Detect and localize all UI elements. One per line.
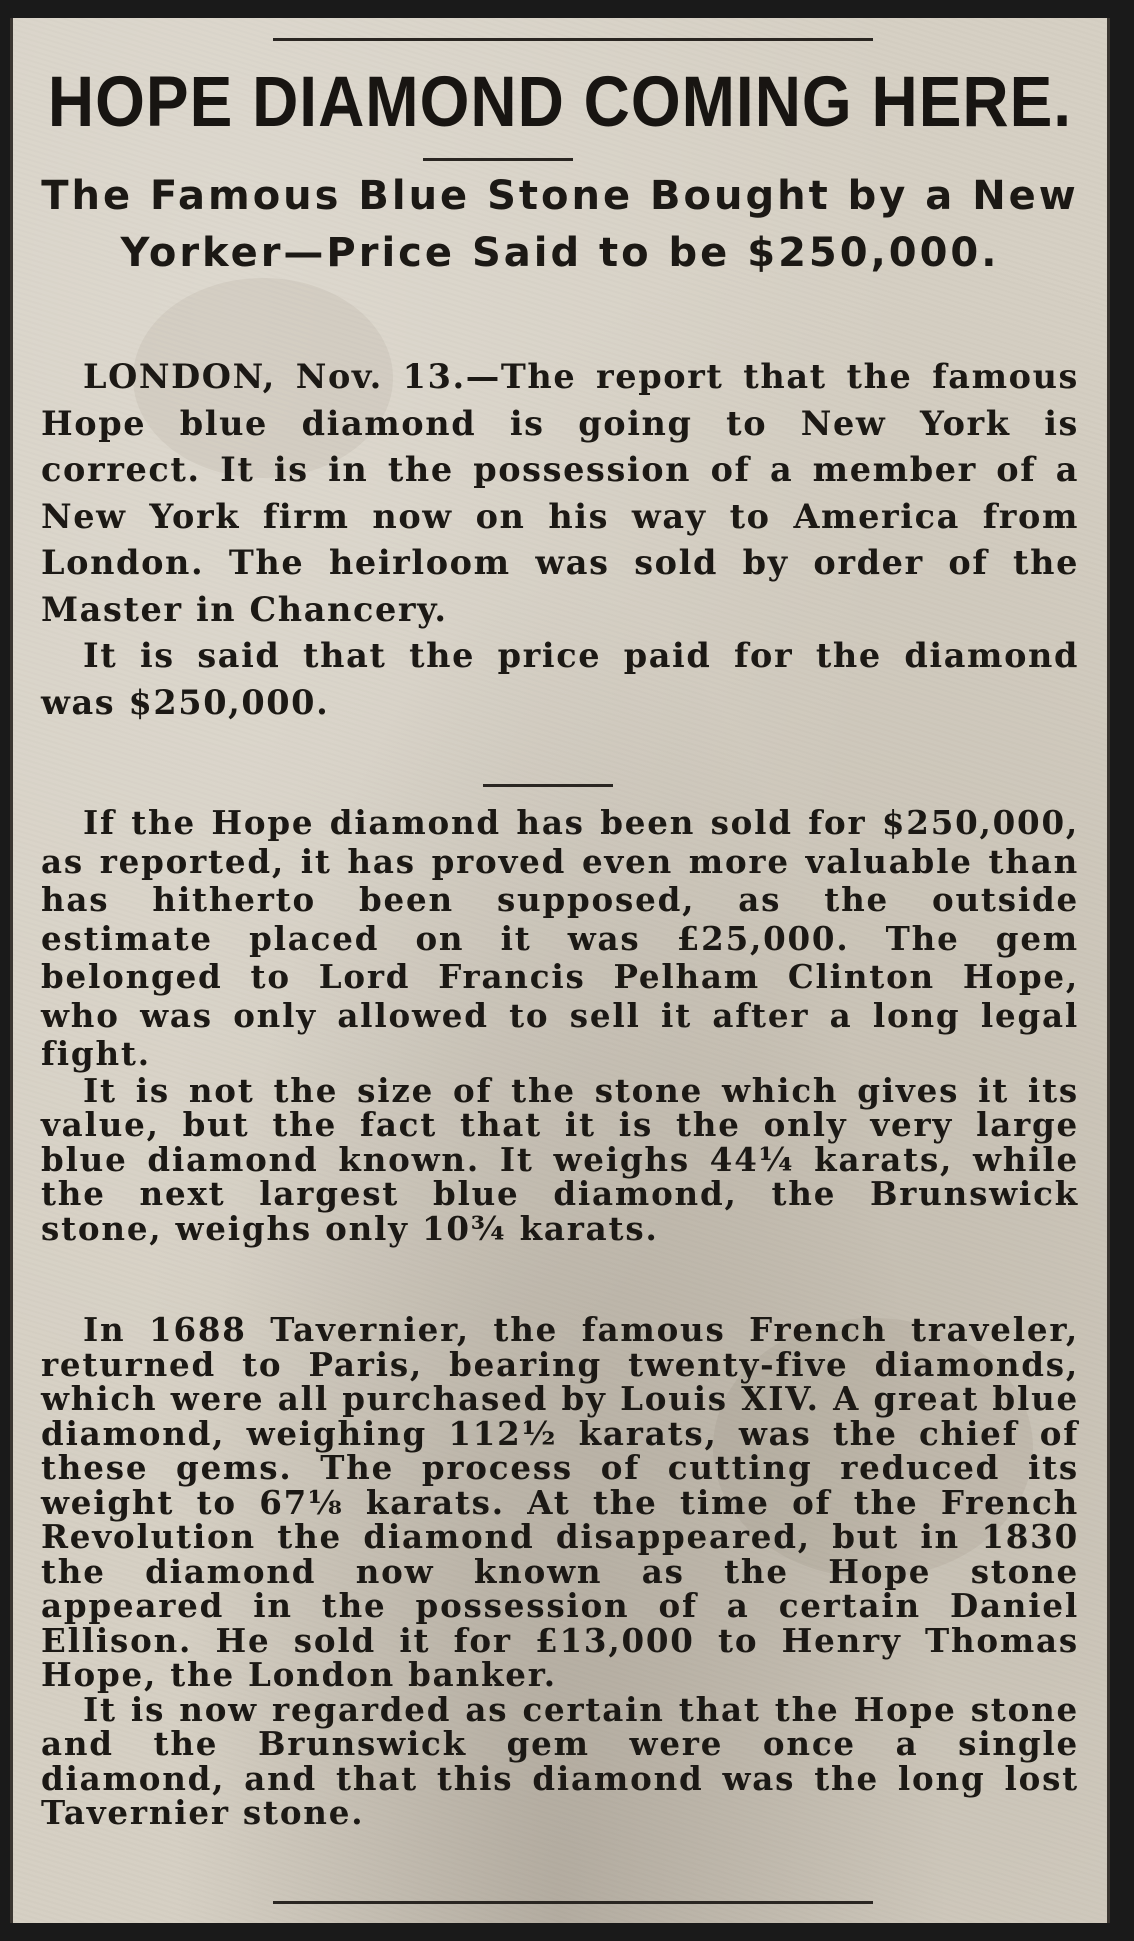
commentary-paragraph-4: It is now regarded as certain that the Hope stone and the Brunswick gem were once a single diamond, and that this diamond was the long lost Tavernier stone. [41, 1689, 1079, 1832]
section-divider [483, 784, 613, 787]
top-rule [273, 38, 873, 41]
newspaper-clipping [10, 18, 1110, 1923]
dispatch-paragraph-1: LONDON, Nov. 13.—The report that the famous Hope blue diamond is going to New York is correct. It is in the possession of a member of a New York firm now on his way to America from London. The heirloom was sold by order of the Master in Chancery. [41, 357, 1079, 629]
commentary-section-lower [41, 1310, 1079, 1832]
headline-divider [423, 158, 573, 161]
bottom-rule [273, 1901, 873, 1904]
dispatch-section [41, 354, 1079, 726]
subheadline: The Famous Blue Stone Bought by a New Yorker—Price Said to be $250,000. [41, 173, 1079, 276]
dispatch-paragraph-2: It is said that the price paid for the diamond was $250,000. [41, 636, 1079, 722]
commentary-paragraph-2: It is not the size of the stone which gives it its value, but the fact that it is the only very large blue diamond known. It weighs 44¼ karats, while the next largest blue diamond, the Brunswick stone, weighs only 10¾ karats. [41, 1070, 1079, 1248]
commentary-paragraph-1: If the Hope diamond has been sold for $250,000, as reported, it has proved even more valuable than has hitherto been supposed, as the outside estimate placed on it was £25,000. The gem belonged to Lord Francis Pelham Clinton Hope, who was only allowed to sell it after a long legal fight. [41, 803, 1079, 1073]
commentary-section-upper [41, 804, 1079, 1246]
commentary-paragraph-3: In 1688 Tavernier, the famous French traveler, returned to Paris, bearing twenty-five diamonds, which were all purchased by Louis XIV. A great blue diamond, weighing 112½ karats, was the chief of these gems. The process of cutting reduced its weight to 67⅛ karats. At the time of the French Revolution the diamond disappeared, but in 1830 the diamond now known as the Hope stone appeared in the possession of a certain Daniel Ellison. He sold it for £13,000 to Henry Thomas Hope, the London banker. [41, 1310, 1079, 1694]
headline: HOPE DIAMOND COMING HERE. [47, 61, 1073, 142]
